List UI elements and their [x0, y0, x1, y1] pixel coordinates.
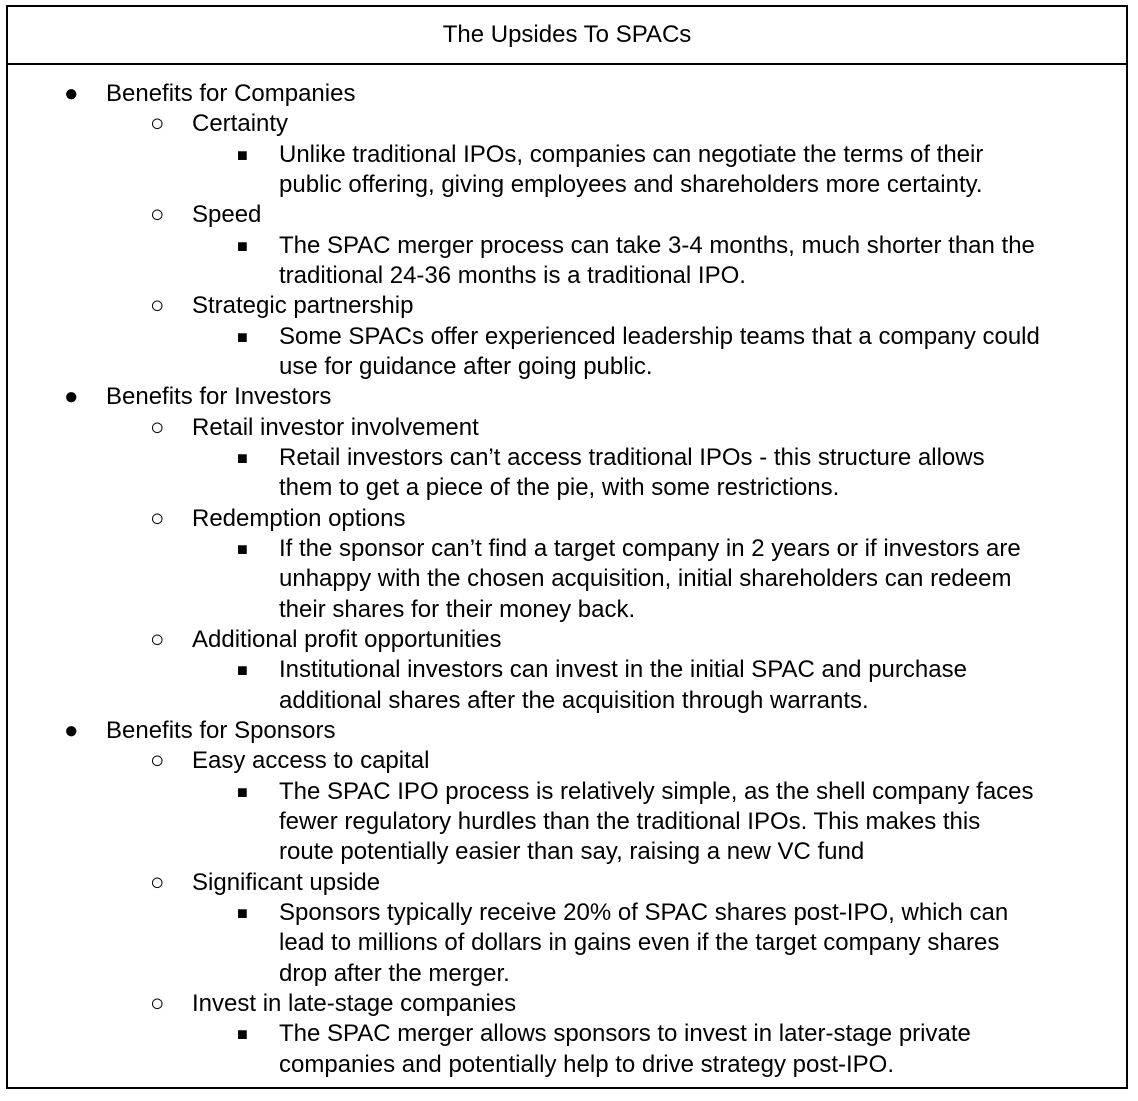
- item-detail-line: If the sponsor can’t find a target company in 2 years or if investors are: [279, 534, 1021, 562]
- item-detail-line: The SPAC merger allows sponsors to invest in later-stage private: [279, 1020, 971, 1048]
- level3-bullet: ■: [237, 781, 248, 802]
- item-detail-line: drop after the merger.: [279, 959, 510, 987]
- item-label: Speed: [192, 201, 262, 229]
- level2-bullet: ○: [150, 868, 165, 896]
- level3-bullet: ■: [237, 660, 248, 681]
- level3-bullet: ■: [237, 1024, 248, 1045]
- item-label: Certainty: [192, 110, 289, 138]
- level1-bullet: ●: [64, 716, 79, 744]
- item-label: Strategic partnership: [192, 292, 414, 320]
- level3-bullet: ■: [237, 326, 248, 347]
- item-detail-line: Retail investors can’t access traditional IPOs - this structure allows: [279, 443, 985, 471]
- item-detail-line: The SPAC IPO process is relatively simple, as the shell company faces: [279, 777, 1034, 805]
- item-label: Additional profit opportunities: [192, 625, 502, 653]
- level3-bullet: ■: [237, 144, 248, 165]
- item-label: Invest in late-stage companies: [192, 989, 517, 1017]
- item-detail-line: their shares for their money back.: [279, 595, 636, 623]
- level2-bullet: ○: [150, 292, 165, 320]
- level3-bullet: ■: [237, 235, 248, 256]
- level2-bullet: ○: [150, 747, 165, 775]
- item-detail-line: Sponsors typically receive 20% of SPAC shares post-IPO, which can: [279, 898, 1009, 926]
- item-detail-line: companies and potentially help to drive strategy post-IPO.: [279, 1050, 894, 1078]
- item-detail-line: Institutional investors can invest in the initial SPAC and purchase: [279, 656, 967, 684]
- level2-bullet: ○: [150, 413, 165, 441]
- outline-table: [6, 5, 1128, 1089]
- level1-bullet: ●: [64, 80, 79, 107]
- level2-bullet: ○: [150, 110, 165, 138]
- item-detail-line: public offering, giving employees and shareholders more certainty.: [279, 170, 983, 198]
- item-detail-line: Some SPACs offer experienced leadership teams that a company could: [279, 322, 1040, 350]
- item-detail-line: lead to millions of dollars in gains even if the target company shares: [279, 929, 1000, 957]
- item-detail-line: use for guidance after going public.: [279, 352, 653, 380]
- item-detail-line: additional shares after the acquisition through warrants.: [279, 686, 869, 714]
- level3-bullet: ■: [237, 538, 248, 559]
- section-heading: Benefits for Investors: [106, 383, 332, 411]
- level2-bullet: ○: [150, 504, 165, 532]
- item-detail-line: traditional 24-36 months is a traditional IPO.: [279, 261, 746, 289]
- item-label: Easy access to capital: [192, 747, 430, 775]
- level2-bullet: ○: [150, 625, 165, 653]
- level2-bullet: ○: [150, 201, 165, 229]
- item-label: Retail investor involvement: [192, 413, 479, 441]
- item-detail-line: unhappy with the chosen acquisition, initial shareholders can redeem: [279, 565, 1012, 593]
- item-label: Redemption options: [192, 504, 406, 532]
- table-title: The Upsides To SPACs: [8, 7, 1126, 65]
- item-detail-line: them to get a piece of the pie, with some restrictions.: [279, 474, 840, 502]
- section-heading: Benefits for Sponsors: [106, 716, 336, 744]
- item-detail-line: The SPAC merger process can take 3-4 months, much shorter than the: [279, 231, 1035, 259]
- item-detail-line: route potentially easier than say, raising a new VC fund: [279, 838, 865, 866]
- level1-bullet: ●: [64, 383, 79, 411]
- item-detail-line: fewer regulatory hurdles than the traditional IPOs. This makes this: [279, 807, 981, 835]
- level3-bullet: ■: [237, 447, 248, 468]
- level3-bullet: ■: [237, 902, 248, 923]
- section-heading: Benefits for Companies: [106, 80, 356, 107]
- level2-bullet: ○: [150, 989, 165, 1017]
- item-label: Significant upside: [192, 868, 381, 896]
- item-detail-line: Unlike traditional IPOs, companies can negotiate the terms of their: [279, 140, 984, 168]
